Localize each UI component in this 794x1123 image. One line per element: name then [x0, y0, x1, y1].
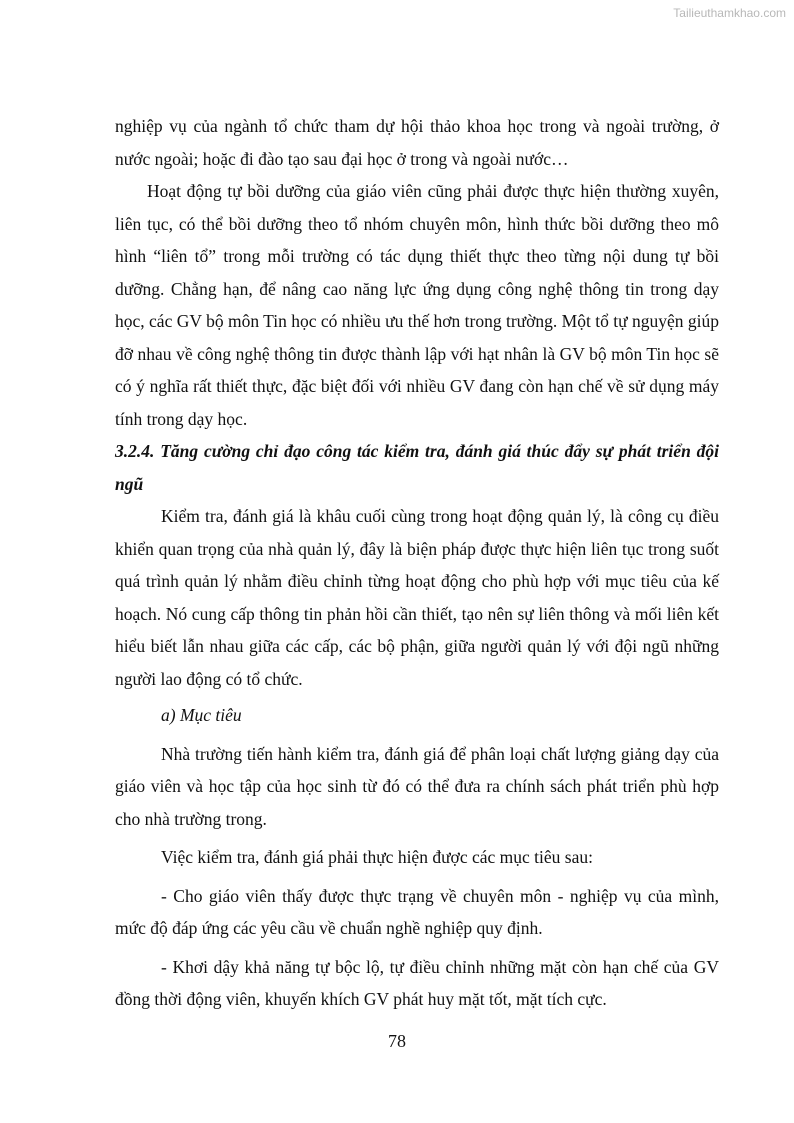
paragraph-self-training: Hoạt động tự bồi dưỡng của giáo viên cũng phải được thực hiện thường xuyên, liên tục, có thể bồi dưỡng theo tổ nhóm chuyên môn, hình thức bồi dưỡng theo mô hình “liên tổ” trong mỗi trường có tác dụng thiết thực theo từng nội dung tự bồi dưỡng. Chẳng hạn, để nâng cao năng lực ứng dụng công nghệ thông tin trong dạy học, các GV bộ môn Tin học có nhiều ưu thế hơn trong trường. Một tổ tự nguyện giúp đỡ nhau về công nghệ thông tin được thành lập với hạt nhân là GV bộ môn Tin học sẽ có ý nghĩa rất thiết thực, đặc biệt đối với nhiều GV đang còn hạn chế về sử dụng máy tính trong dạy học. [115, 181, 719, 429]
page-number: 78 [388, 1031, 406, 1051]
paragraph-school-assessment: Nhà trường tiến hành kiểm tra, đánh giá để phân loại chất lượng giảng dạy của giáo viên và học tập của học sinh từ đó có thể đưa ra chính sách phát triển phù hợp cho nhà trường trong. [115, 743, 719, 829]
section-heading: 3.2.4. Tăng cường chỉ đạo công tác kiểm tra, đánh giá thúc đẩy sự phát triển đội ngũ [115, 441, 719, 494]
list-item-objective-2: - Khơi dậy khả năng tự bộc lộ, tự điều chỉnh những mặt còn hạn chế của GV đồng thời động viên, khuyến khích GV phát huy mặt tốt, mặt tích cực. [115, 956, 719, 1009]
document-body [115, 110, 719, 1016]
paragraph-objectives-intro: Việc kiểm tra, đánh giá phải thực hiện được các mục tiêu sau: [161, 847, 593, 867]
paragraph-assessment-intro: Kiểm tra, đánh giá là khâu cuối cùng trong hoạt động quản lý, là công cụ điều khiển quan trọng của nhà quản lý, đây là biện pháp được thực hiện liên tục trong suốt quá trình quản lý nhằm điều chỉnh từng hoạt động cho phù hợp với mục tiêu của kế hoạch. Nó cung cấp thông tin phản hồi cần thiết, tạo nên sự liên thông và mối liên kết hiểu biết lẫn nhau giữa các cấp, các bộ phận, giữa người quản lý với đội ngũ những người lao động có tổ chức. [115, 506, 719, 689]
subheading-objectives: a) Mục tiêu [161, 705, 242, 725]
list-item-objective-1: - Cho giáo viên thấy được thực trạng về chuyên môn - nghiệp vụ của mình, mức độ đáp ứng các yêu cầu về chuẩn nghề nghiệp quy định. [115, 885, 719, 938]
paragraph-continuation: nghiệp vụ của ngành tổ chức tham dự hội thảo khoa học trong và ngoài trường, ở nước ngoài; hoặc đi đào tạo sau đại học ở trong và ngoài nước… [115, 116, 719, 169]
watermark: Tailieuthamkhao.com [673, 6, 786, 20]
